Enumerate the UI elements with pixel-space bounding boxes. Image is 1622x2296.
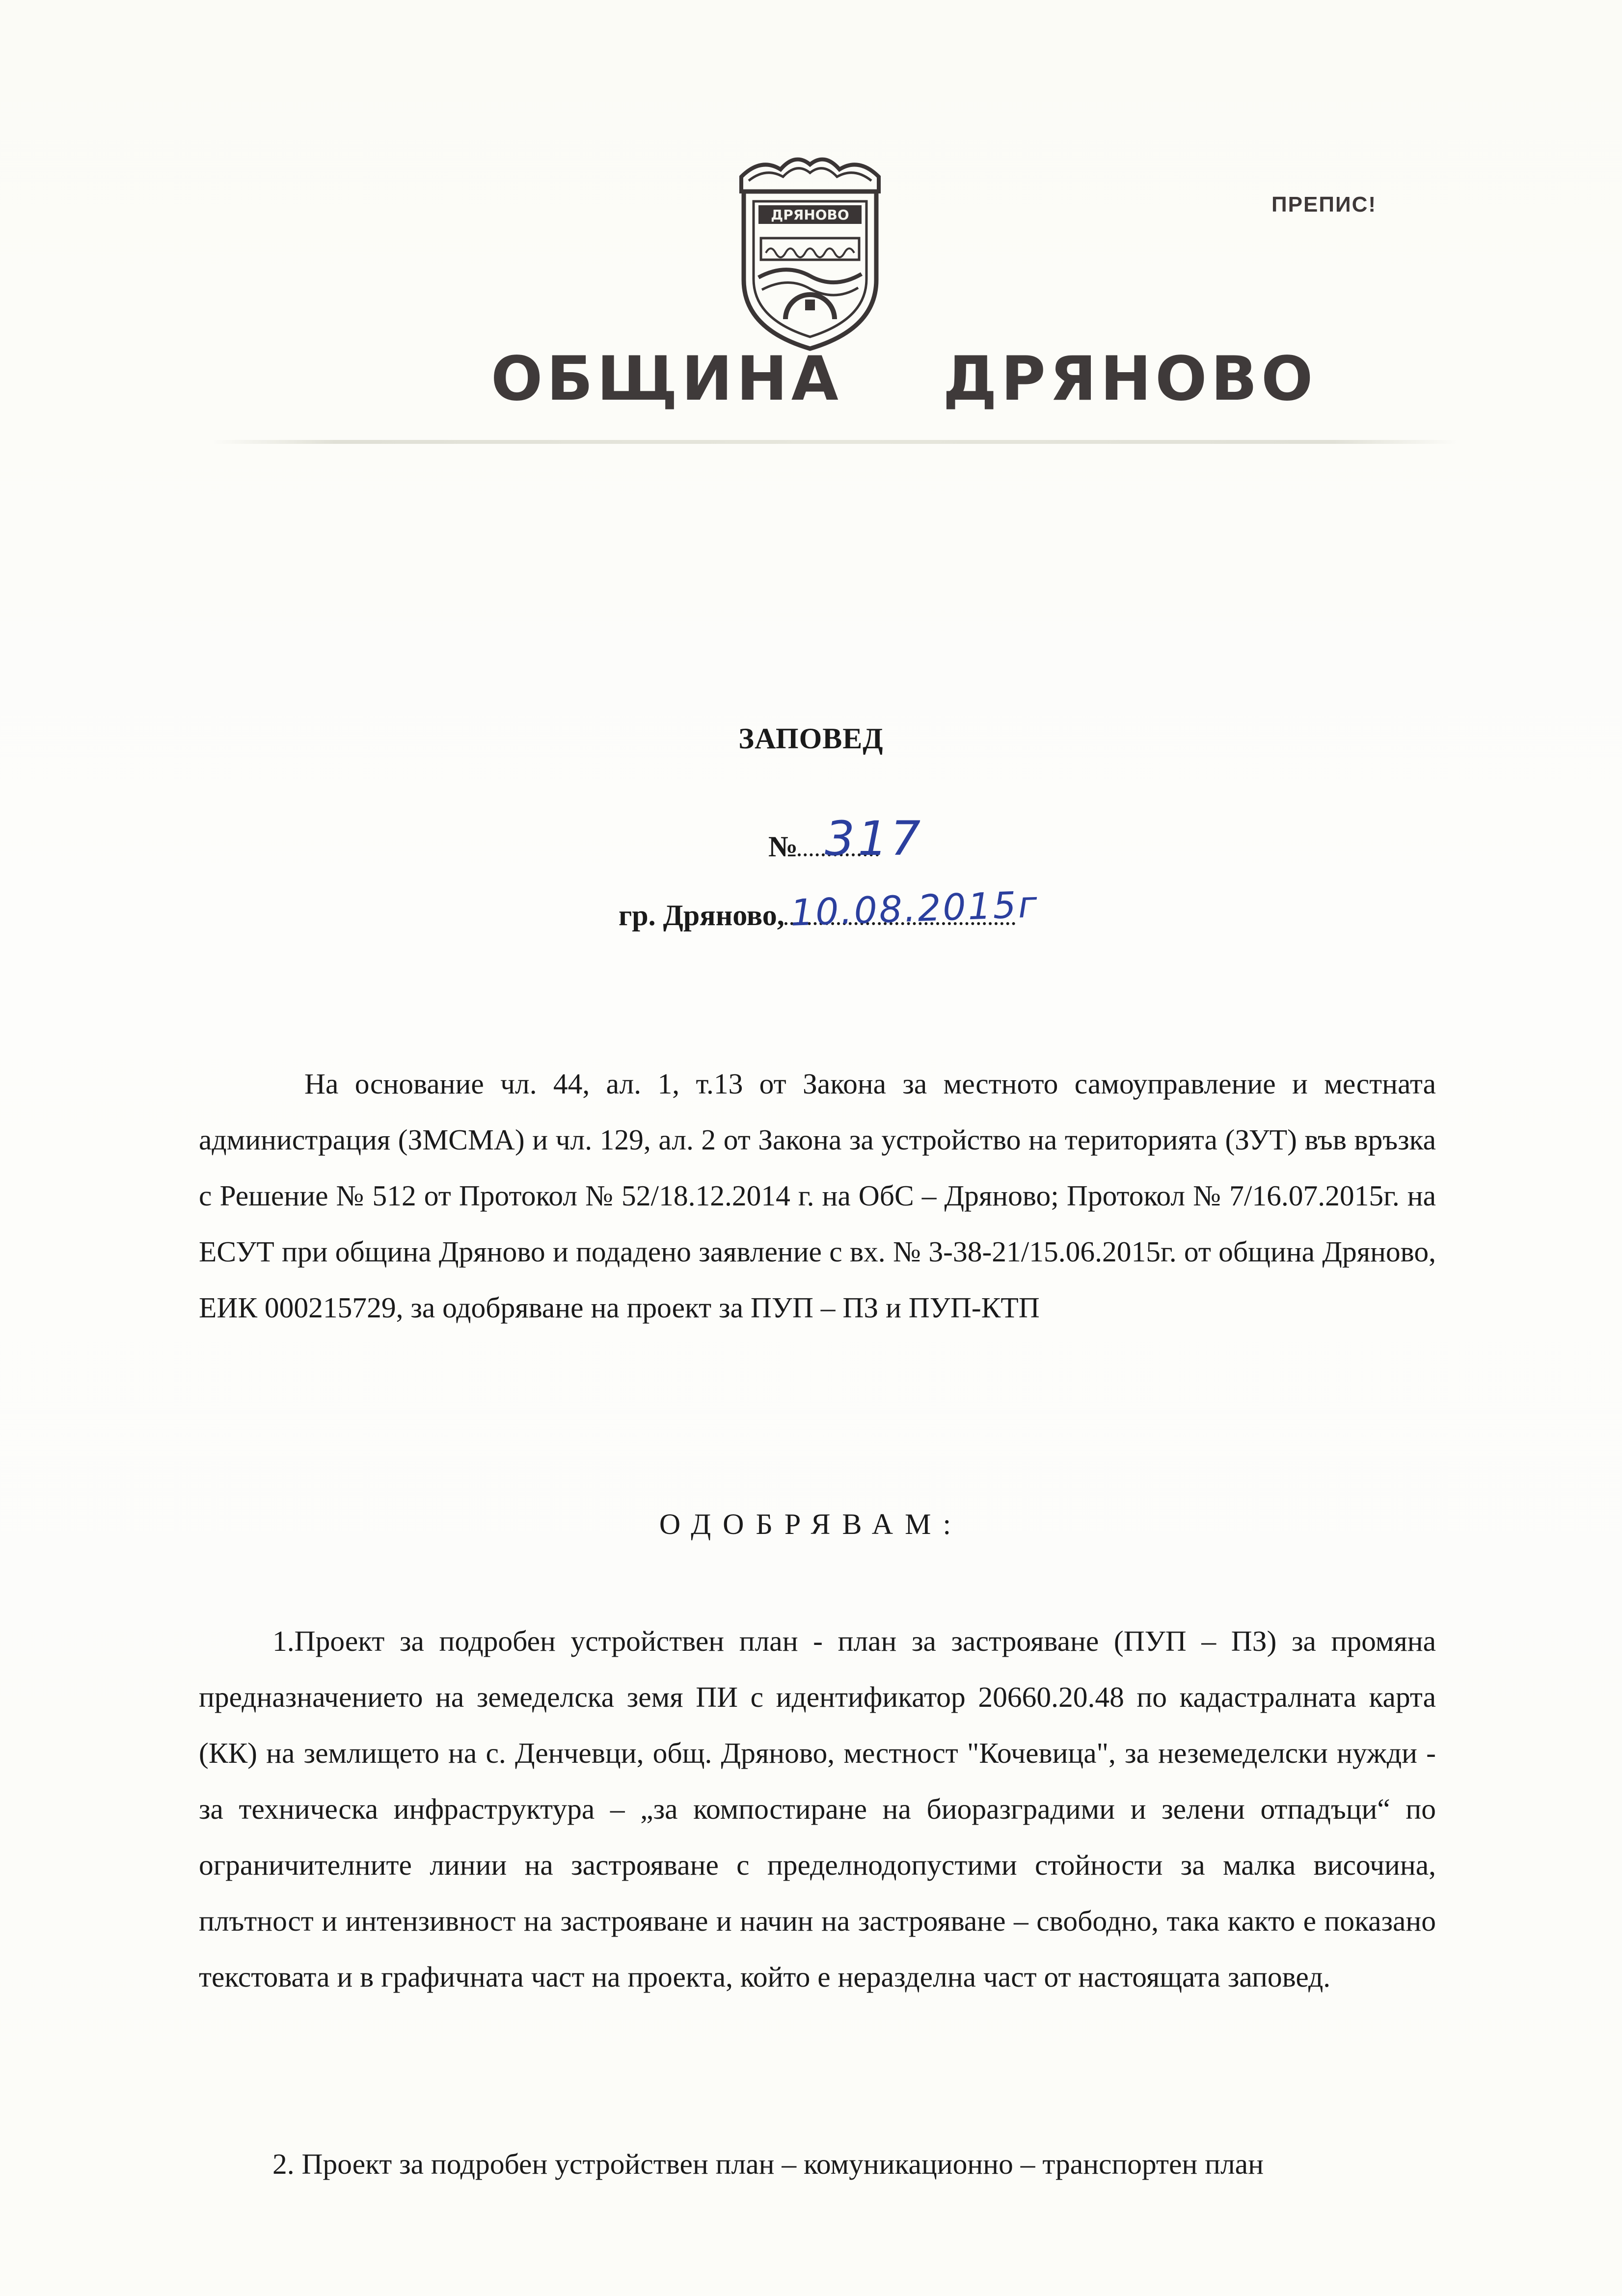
place-label: гр. Дряново, (619, 899, 784, 931)
document-type-heading: ЗАПОВЕД (738, 722, 884, 755)
basis-paragraph: На основание чл. 44, ал. 1, т.13 от Закона за местното самоуправление и местната администрация (ЗМСМА) и чл. 129, ал. 2 от Закона за устройство на територията (ЗУТ) във връзка с Решение № 512 от Протокол № 52/18.12.2014 г. на ОбС – Дряново; Протокол № 7/16.07.2015г. на ЕСУТ при община Дряново и подадено заявление с вх. № 3-38-21/15.06.2015г. от община Дряново, ЕИК 000215729, за одобряване на проект за ПУП – ПЗ и ПУП-КТП (199, 1067, 1436, 1324)
number-label: № (768, 830, 798, 863)
copy-mark: ПРЕПИС! (1271, 192, 1377, 217)
approve-heading: ОДОБРЯВАМ: (659, 1508, 963, 1540)
organization-title: ОБЩИНА ДРЯНОВО (491, 344, 1317, 414)
municipal-coat-of-arms-icon (731, 142, 889, 354)
handwritten-order-number: 317 (825, 811, 924, 866)
crest-banner-label: ДРЯНОВО (771, 207, 849, 223)
header-divider (211, 440, 1458, 444)
item-1-paragraph: 1.Проект за подробен устройствен план - план за застрояване (ПУП – ПЗ) за промяна предназначението на земеделска земя ПИ с идентификатор 20660.20.48 по кадастралната карта (КК) на землището на с. Денчевци, общ. Дряново, местност "Кочевица", за неземеделски нужди - за техническа инфраструктура – „за компостиране на биоразградими и зелени отпадъци“ по ограничителните линии на застрояване с пределнодопустими стойности за малка височина, плътност и интензивност на застрояване и начин на застрояване – свободно, така както е показано текстовата и в графичната част на проекта, който е неразделна част от настоящата заповед. (199, 1625, 1436, 1993)
handwritten-order-date: 10.08.2015г (789, 883, 1040, 934)
item-2-paragraph-start: 2. Проект за подробен устройствен план – комуникационно – транспортен план (272, 2148, 1264, 2180)
